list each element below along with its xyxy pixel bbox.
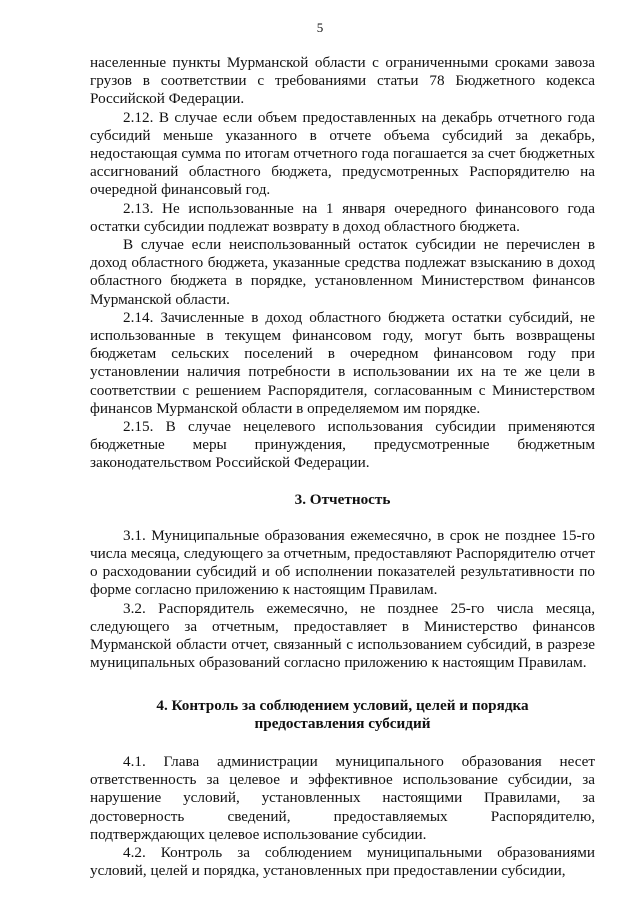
paragraph-3-1: 3.1. Муниципальные образования ежемесячно, в срок не позднее 15-го числа месяца, следующего за отчетным, предоставляют Распорядителю отчет о расходовании субсидий и об исполнении показателей результативности по форме согласно приложению к настоящим Правилам.: [90, 526, 595, 599]
paragraph-3-2: 3.2. Распорядитель ежемесячно, не позднее 25-го числа месяца, следующего за отчетным, предоставляет в Министерство финансов Мурманской области отчет, связанный с использованием субсидий, в разрезе муниципальных образований согласно приложению к настоящим Правилам.: [90, 599, 595, 672]
paragraph-continuation: населенные пункты Мурманской области с ограниченными сроками завоза грузов в соответствии с требованиями статьи 78 Бюджетного кодекса Российской Федерации.: [90, 54, 595, 108]
paragraph-2-12: 2.12. В случае если объем предоставленных на декабрь отчетного года субсидий меньше указанного в отчете объема субсидий за декабрь, недостающая сумма по итогам отчетного года погашается за счет бюджетных ассигнований областного бюджета, предусмотренных Распорядителю на очередной финансовый год.: [90, 108, 595, 199]
paragraph-4-1: 4.1. Глава администрации муниципального образования несет ответственность за целевое и эффективное использование субсидии, за нарушение условий, установленных настоящими Правилами, за достоверность сведений, предоставляемых Распорядителю, подтверждающих целевое использование субсидии.: [90, 752, 595, 843]
page-number: 5: [316, 20, 324, 35]
section-heading-control-line2: предоставления субсидий: [254, 714, 431, 732]
paragraph-2-15: 2.15. В случае нецелевого использования субсидии применяются бюджетные меры принуждения, предусмотренные бюджетным законодательством Российской Федерации.: [90, 418, 595, 472]
section-heading-control: [90, 697, 595, 733]
document-body: [90, 54, 595, 880]
section-heading-reporting: 3. Отчетность: [294, 490, 391, 508]
paragraph-2-13-unused-remainder: В случае если неиспользованный остаток субсидии не перечислен в доход областного бюджета, указанные средства подлежат взысканию в доход областного бюджета в порядке, установленном Министерством финансов Мурманской области.: [90, 236, 595, 308]
section-heading-control-line1: 4. Контроль за соблюдением условий, целей и порядка: [156, 696, 529, 714]
paragraph-2-14: 2.14. Зачисленные в доход областного бюджета остатки субсидий, не использованные в текущем финансовом году, могут быть возвращены бюджетам сельских поселений в очередном финансовом году при установлении наличия потребности в использовании их на те же цели в соответствии с решением Распорядителя, согласованным с Министерством финансов Мурманской области в определяемом им порядке.: [90, 308, 595, 417]
paragraph-2-13: 2.13. Не использованные на 1 января очередного финансового года остатки субсидии подлежат возврату в доход областного бюджета.: [90, 199, 595, 235]
paragraph-4-2: 4.2. Контроль за соблюдением муниципальными образованиями условий, целей и порядка, установленных при предоставлении субсидии,: [90, 843, 595, 880]
